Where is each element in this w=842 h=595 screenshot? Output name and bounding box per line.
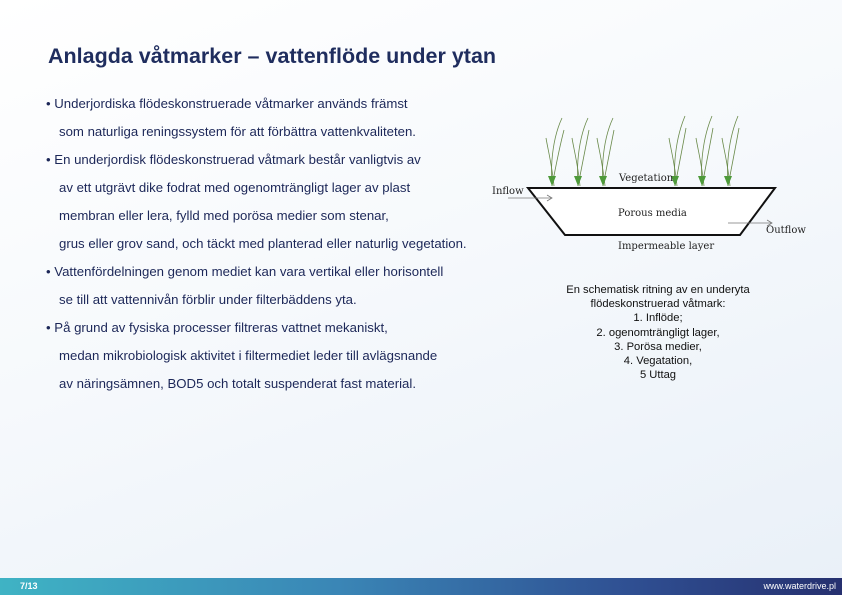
bullet-list xyxy=(46,90,516,398)
wetland-diagram-svg xyxy=(490,110,810,260)
bullet-line: medan mikrobiologisk aktivitet i filtermediet leder till avlägsnande xyxy=(59,348,438,363)
wetland-diagram xyxy=(490,110,810,260)
impermeable-layer-label: Impermeable layer xyxy=(618,241,715,252)
caption-line: flödeskonstruerad våtmark: xyxy=(590,298,726,311)
vegetation-label: Vegetation xyxy=(619,173,674,184)
reed-bases-left xyxy=(548,176,607,186)
bullet-line: membran eller lera, fylld med porösa medier som stenar, xyxy=(59,208,389,223)
slide-title: Anlagda våtmarker – vattenflöde under ytan xyxy=(48,44,497,68)
page-number: 7/13 xyxy=(20,581,38,591)
figure-caption xyxy=(530,283,786,382)
inflow-label: Inflow xyxy=(492,186,524,197)
caption-line: 3. Porösa medier, xyxy=(614,340,702,353)
bullet-line: • På grund av fysiska processer filtreras vattnet mekaniskt, xyxy=(46,320,388,335)
outflow-label: Outflow xyxy=(766,225,806,236)
porous-media-label: Porous media xyxy=(618,208,687,219)
reed-bases-right xyxy=(671,176,732,186)
caption-line: 4. Vegatation, xyxy=(623,355,693,368)
caption-line: 1. Inflöde; xyxy=(633,312,683,325)
reeds-left xyxy=(546,118,614,186)
caption-line: 2. ogenomträngligt lager, xyxy=(596,326,720,339)
bullet-line: se till att vattennivån förblir under filterbäddens yta. xyxy=(59,292,357,307)
caption-line: En schematisk ritning av en underyta xyxy=(566,284,750,296)
bullet-line: • En underjordisk flödeskonstruerad våtmark består vanligtvis av xyxy=(46,152,421,167)
reeds-right xyxy=(669,116,739,186)
bullet-line: som naturliga reningssystem för att förbättra vattenkvaliteten. xyxy=(59,124,416,139)
website-link[interactable]: www.waterdrive.pl xyxy=(763,581,836,591)
bullet-line: • Underjordiska flödeskonstruerade våtmarker används främst xyxy=(46,96,408,111)
caption-line: 5 Uttag xyxy=(639,369,677,382)
footer-bar xyxy=(0,578,842,595)
bullet-line: • Vattenfördelningen genom mediet kan vara vertikal eller horisontell xyxy=(46,264,444,279)
bullet-line: grus eller grov sand, och täckt med planterad eller naturlig vegetation. xyxy=(59,236,467,251)
bullet-line: av ett utgrävt dike fodrat med ogenomträngligt lager av plast xyxy=(59,180,411,195)
bullet-line: av näringsämnen, BOD5 och totalt suspenderat fast material. xyxy=(59,376,416,391)
